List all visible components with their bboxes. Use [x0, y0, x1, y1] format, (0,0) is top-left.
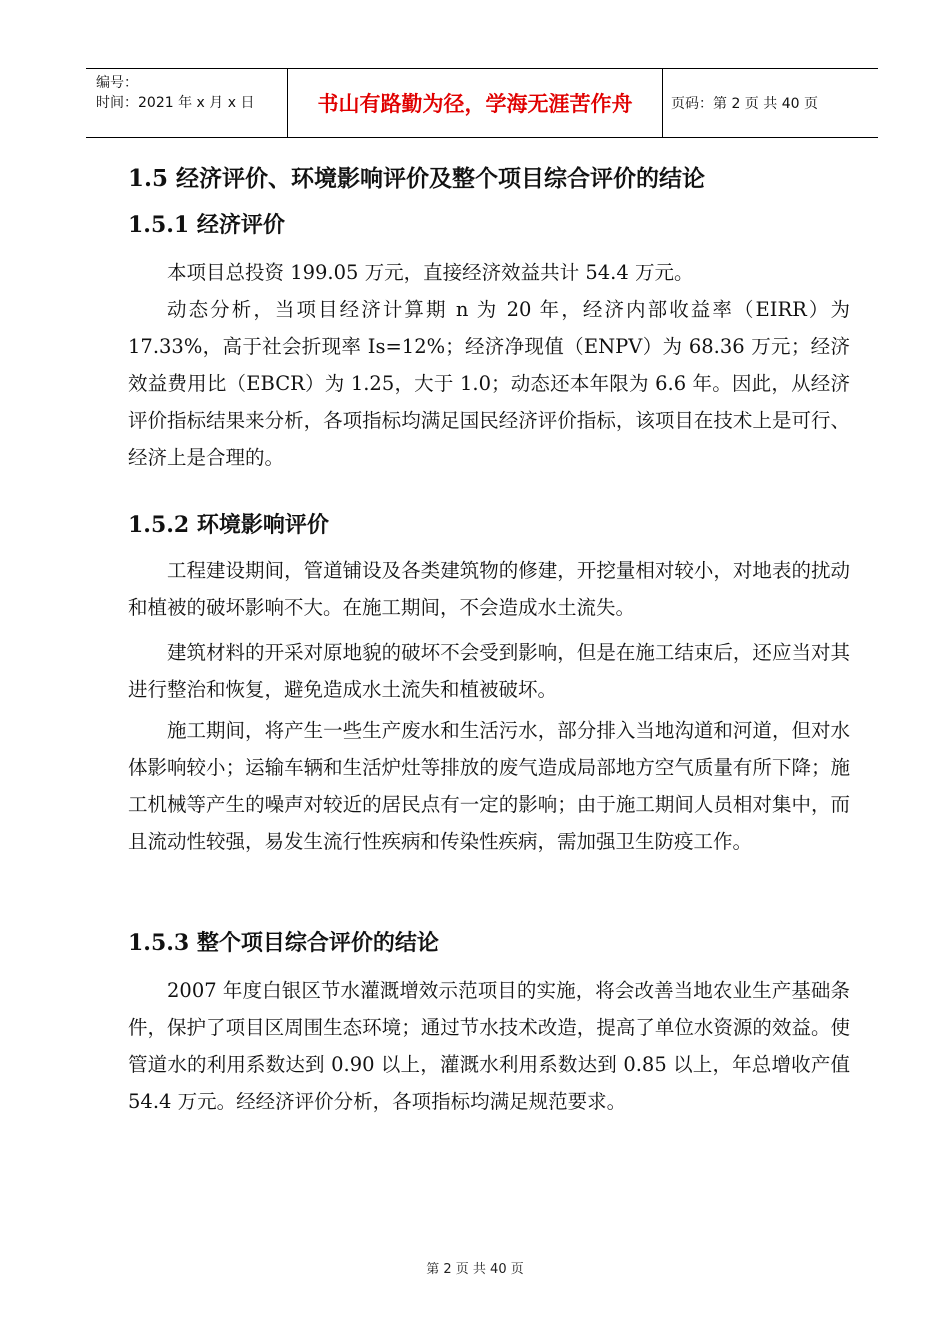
paragraph: 建筑材料的开采对原地貌的破坏不会受到影响，但是在施工结束后，还应当对其进行整治和恢复，避免造成水土流失和植被破坏。 — [128, 641, 850, 701]
header-page-info: 页码：第 2 页 共 40 页 — [671, 96, 818, 112]
paragraph: 施工期间，将产生一些生产废水和生活污水，部分排入当地沟道和河道，但对水体影响较小；运输车辆和生活炉灶等排放的废气造成局部地方空气质量有所下降；施工机械等产生的噪声对较近的居民点有一定的影响；由于施工期间人员相对集中，而且流动性较强，易发生流行性疾病和传染性疾病，需加强卫生防疫工作。 — [128, 719, 850, 853]
paragraph: 动态分析，当项目经济计算期 n 为 20 年，经济内部收益率（EIRR）为 17.33%，高于社会折现率 Is=12%；经济净现值（ENPV）为 68.36 万元；经济效益费用比（EBCR）为 1.25，大于 1.0；动态还本年限为 6.6 年。因此，从经济评价指标结果来分析，各项指标均满足国民经济评价指标，该项目在技术上是可行、经济上是合理的。 — [128, 298, 850, 469]
paragraph: 工程建设期间，管道铺设及各类建筑物的修建，开挖量相对较小，对地表的扰动和植被的破坏影响不大。在施工期间，不会造成水土流失。 — [128, 559, 850, 619]
page-header — [86, 68, 878, 138]
paragraph: 2007 年度白银区节水灌溉增效示范项目的实施，将会改善当地农业生产基础条件，保护了项目区周围生态环境；通过节水技术改造，提高了单位水资源的效益。使管道水的利用系数达到 0.90 以上，灌溉水利用系数达到 0.85 以上，年总增收产值 54.4 万元。经经济评价分析，各项指标均满足规范要求。 — [128, 979, 850, 1113]
page-footer: 第 2 页 共 40 页 — [426, 1262, 524, 1277]
header-meta — [86, 69, 288, 137]
code-label: 编号： — [96, 75, 138, 91]
section-title: 1.5 经济评价、环境影响评价及整个项目综合评价的结论 — [128, 165, 706, 192]
header-motto: 书山有路勤为径，学海无涯苦作舟 — [288, 69, 663, 137]
date-label: 时间：2021 年 x 月 x 日 — [96, 95, 255, 111]
paragraph: 本项目总投资 199.05 万元，直接经济效益共计 54.4 万元。 — [167, 261, 694, 284]
subsection-title-economic: 1.5.1 经济评价 — [128, 212, 285, 238]
subsection-title-conclusion: 1.5.3 整个项目综合评价的结论 — [128, 930, 439, 956]
subsection-title-environment: 1.5.2 环境影响评价 — [128, 512, 329, 538]
